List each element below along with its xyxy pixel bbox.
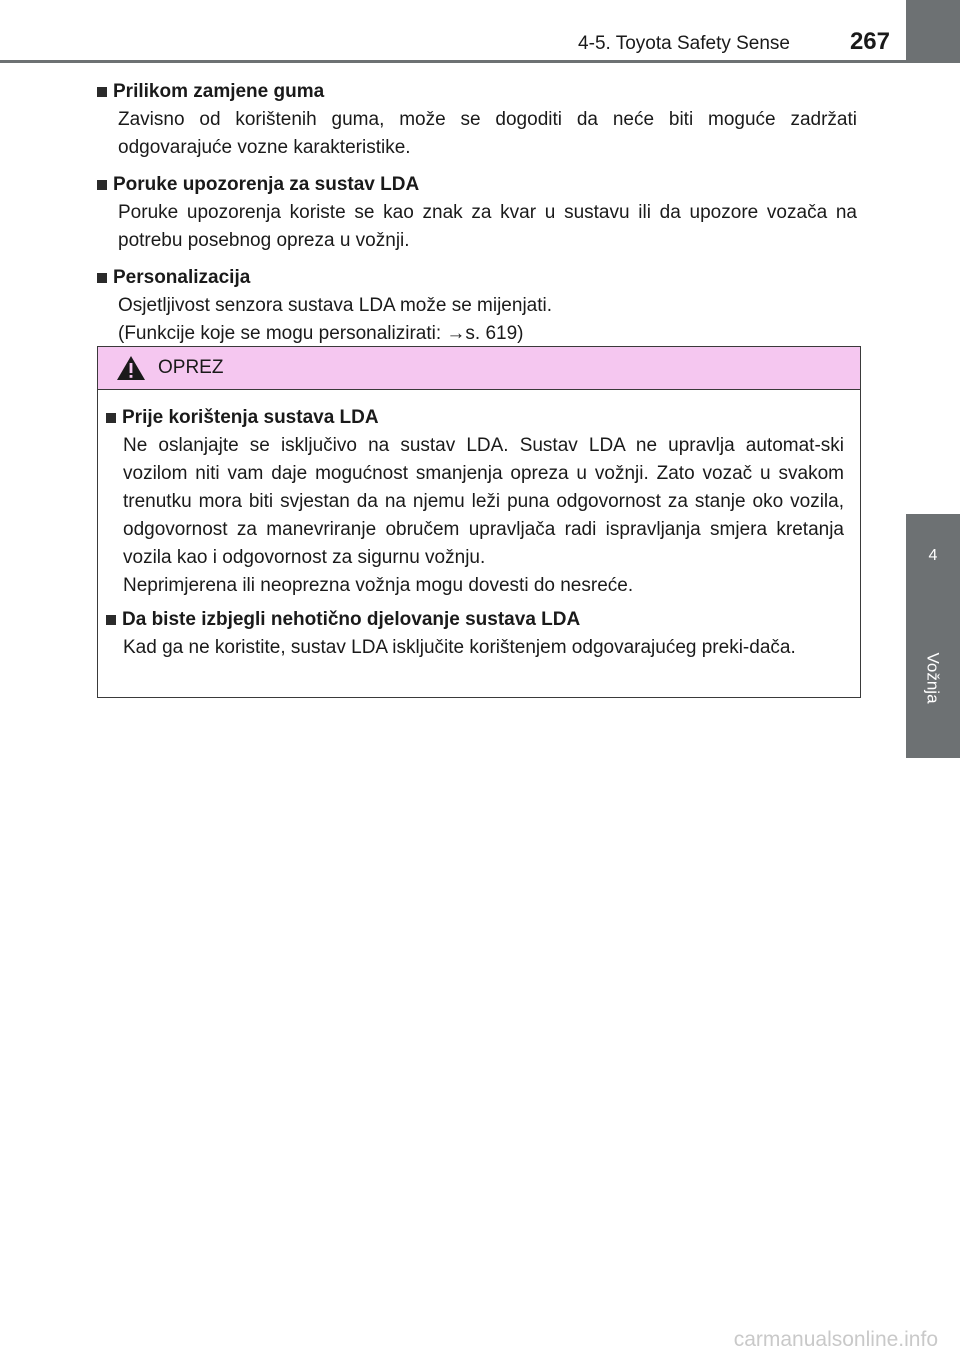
caution-heading: OPREZ [158, 357, 224, 378]
caution-box [97, 346, 861, 698]
page-number: 267 [849, 28, 890, 55]
item-body: Kad ga ne koristite, sustav LDA isključite korištenjem odgovarajućeg preki-dača. [123, 637, 796, 658]
chapter-number-tab: 4 [906, 514, 960, 598]
warning-triangle-icon [116, 355, 146, 381]
item-title: Prije korištenja sustava LDA [122, 407, 379, 428]
square-bullet-icon [97, 273, 107, 283]
square-bullet-icon [97, 180, 107, 190]
square-bullet-icon [106, 413, 116, 423]
caution-item [106, 404, 844, 600]
item-title: Da biste izbjegli nehotično djelovanje sustava LDA [122, 609, 581, 630]
item-title: Personalizacija [113, 267, 251, 288]
side-tab-top [906, 0, 960, 62]
square-bullet-icon [106, 615, 116, 625]
item-body: Zavisno od korištenih guma, može se dogoditi da neće biti moguće zadržati odgovarajuće vozne karakteristike. [118, 109, 857, 158]
page-reference-link[interactable]: (Funkcije koje se mogu personalizirati: →s. 619) [118, 323, 524, 344]
main-content [97, 78, 857, 357]
caution-body [98, 390, 860, 662]
chapter-label: Vožnja [923, 652, 943, 704]
caution-item [106, 606, 844, 662]
item-body-extra: Neprimjerena ili neoprezna vožnja mogu dovesti do nesreće. [123, 575, 634, 596]
item-title: Poruke upozorenja za sustav LDA [113, 174, 420, 195]
square-bullet-icon [97, 87, 107, 97]
section-title: 4-5. Toyota Safety Sense [578, 33, 790, 54]
header-rule [0, 60, 960, 63]
item-body: Poruke upozorenja koriste se kao znak za kvar u sustavu ili da upozore vozača na potrebu posebnog opreza u vožnji. [118, 202, 857, 251]
item-body: Ne oslanjajte se isključivo na sustav LDA. Sustav LDA ne upravlja automat-ski vozilom niti vam daje mogućnost smanjenja opreza u vožnji. Zato vozač u svakom trenutku mora biti svjestan da na njemu leži puna odgovornost za stanje oko vozila, odgovornost za manevriranje obručem upravljača radi ispravljanja smjera kretanja vozila kao i odgovornost za sigurnu vožnju. [123, 435, 844, 568]
watermark: carmanualsonline.info [733, 1328, 938, 1351]
item-body-line: Osjetljivost senzora sustava LDA može se mijenjati. [118, 295, 553, 316]
item-title: Prilikom zamjene guma [113, 81, 325, 102]
list-item [97, 264, 857, 348]
list-item [97, 171, 857, 255]
caution-header [98, 347, 860, 390]
chapter-label-tab [906, 598, 960, 758]
page-header [0, 0, 960, 62]
list-item [97, 78, 857, 162]
